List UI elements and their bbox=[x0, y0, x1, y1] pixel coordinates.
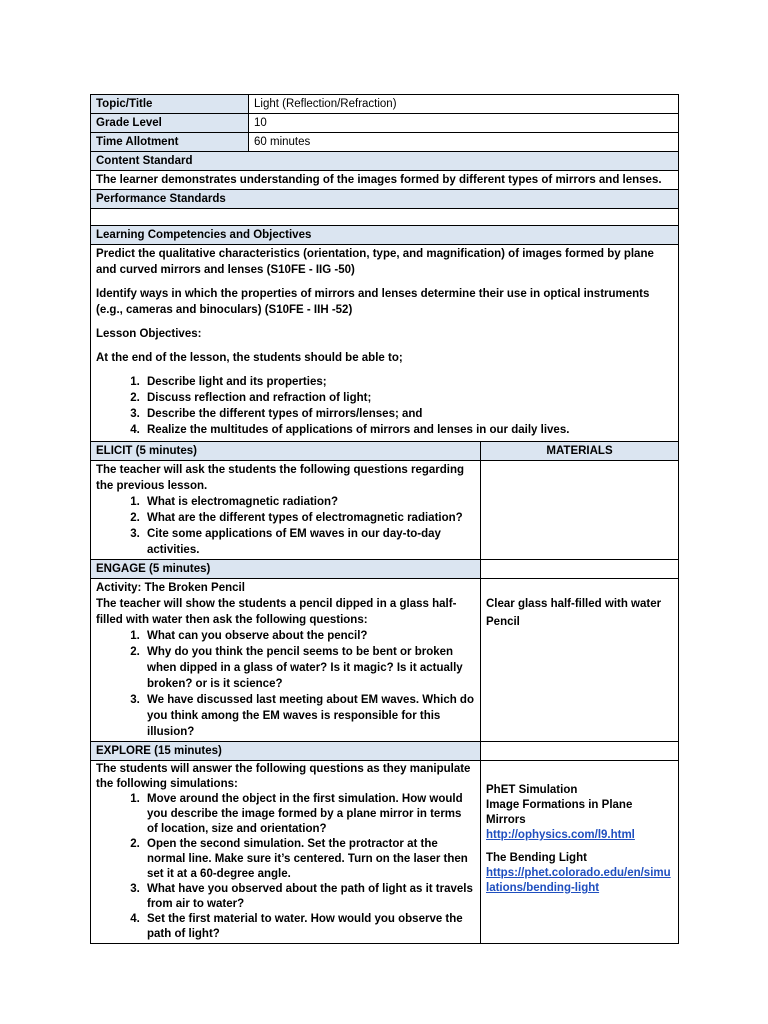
competencies-body bbox=[91, 245, 679, 442]
engage-heading-blank bbox=[481, 560, 679, 579]
list-item: 3. We have discussed last meeting about EM waves. Which do you think among the EM waves is responsible for this illusion? bbox=[143, 692, 475, 740]
list-item: 4. Set the first material to water. How would you observe the path of light? bbox=[143, 912, 475, 942]
content-standard-text: The learner demonstrates understanding of the images formed by different types of mirrors and lenses. bbox=[91, 171, 679, 190]
explore-heading: EXPLORE (15 minutes) bbox=[91, 742, 481, 761]
list-item: 3. Cite some applications of EM waves in our day-to-day activities. bbox=[143, 526, 475, 558]
performance-standards-text bbox=[91, 209, 679, 226]
topic-row bbox=[91, 95, 679, 114]
list-item: 3. What have you observed about the path of light as it travels from air to water? bbox=[143, 882, 475, 912]
list-item: 2. Discuss reflection and refraction of light; bbox=[143, 390, 673, 406]
list-item: 1. Move around the object in the first simulation. How would you describe the image formed by a plane mirror in terms of location, size and orientation? bbox=[143, 792, 475, 837]
engage-activity: Activity: The Broken Pencil bbox=[96, 582, 245, 594]
explore-intro: The students will answer the following questions as they manipulate the following simulations: bbox=[96, 763, 471, 790]
list-item: 1. Describe light and its properties; bbox=[143, 374, 673, 390]
objectives-intro: At the end of the lesson, the students should be able to; bbox=[96, 352, 403, 364]
sim1-desc: Image Formations in Plane Mirrors bbox=[486, 799, 633, 826]
engage-intro: The teacher will show the students a pencil dipped in a glass half-filled with water then ask the following questions: bbox=[96, 598, 457, 626]
explore-questions bbox=[96, 792, 475, 942]
topic-label: Topic/Title bbox=[91, 95, 249, 114]
materials-heading: MATERIALS bbox=[481, 442, 679, 461]
performance-standards-heading: Performance Standards bbox=[91, 190, 679, 209]
explore-heading-blank bbox=[481, 742, 679, 761]
sim1-link[interactable]: http://ophysics.com/l9.html bbox=[486, 829, 635, 841]
objectives-list bbox=[96, 374, 673, 440]
grade-value: 10 bbox=[249, 114, 679, 133]
elicit-questions bbox=[96, 494, 475, 558]
sim2-link[interactable]: https://phet.colorado.edu/en/simulations/bending-light bbox=[486, 867, 671, 894]
list-item: 4. Realize the multitudes of applications of mirrors and lenses in our daily lives. bbox=[143, 422, 673, 438]
engage-heading: ENGAGE (5 minutes) bbox=[91, 560, 481, 579]
list-item: 2. Open the second simulation. Set the protractor at the normal line. Make sure it’s centered. Turn on the laser then set it at a 60-degree angle. bbox=[143, 837, 475, 882]
elicit-heading: ELICIT (5 minutes) bbox=[91, 442, 481, 461]
elicit-materials bbox=[481, 461, 679, 560]
material-pencil: Pencil bbox=[486, 616, 520, 628]
time-value: 60 minutes bbox=[249, 133, 679, 152]
sim2-title: The Bending Light bbox=[486, 852, 587, 864]
engage-materials bbox=[481, 579, 679, 742]
list-item: 2. What are the different types of electromagnetic radiation? bbox=[143, 510, 475, 526]
elicit-body bbox=[91, 461, 481, 560]
list-item: 3. Describe the different types of mirrors/lenses; and bbox=[143, 406, 673, 422]
engage-questions bbox=[96, 628, 475, 740]
sim1-title: PhET Simulation bbox=[486, 784, 578, 796]
time-row bbox=[91, 133, 679, 152]
lesson-plan-table bbox=[90, 94, 679, 944]
competencies-heading: Learning Competencies and Objectives bbox=[91, 226, 679, 245]
elicit-intro: The teacher will ask the students the following questions regarding the previous lesson. bbox=[96, 464, 465, 492]
list-item: 2. Why do you think the pencil seems to be bent or broken when dipped in a glass of water? Is it magic? Is it actually broken? or is it science? bbox=[143, 644, 475, 692]
content-standard-heading: Content Standard bbox=[91, 152, 679, 171]
list-item: 1. What can you observe about the pencil? bbox=[143, 628, 475, 644]
grade-row bbox=[91, 114, 679, 133]
competency-para-1: Predict the qualitative characteristics (orientation, type, and magnification) of images formed by plane and curved mirrors and lenses (S10FE - IIG -50) bbox=[96, 248, 654, 276]
explore-materials bbox=[481, 761, 679, 944]
list-item: 1. What is electromagnetic radiation? bbox=[143, 494, 475, 510]
grade-label: Grade Level bbox=[91, 114, 249, 133]
competency-para-2: Identify ways in which the properties of mirrors and lenses determine their use in optical instruments (e.g., cameras and binoculars) (S10FE - IIH -52) bbox=[96, 288, 650, 316]
material-glass: Clear glass half-filled with water bbox=[486, 598, 662, 610]
engage-body bbox=[91, 579, 481, 742]
explore-body bbox=[91, 761, 481, 944]
time-label: Time Allotment bbox=[91, 133, 249, 152]
lesson-objectives-label: Lesson Objectives: bbox=[96, 328, 202, 340]
topic-value: Light (Reflection/Refraction) bbox=[249, 95, 679, 114]
